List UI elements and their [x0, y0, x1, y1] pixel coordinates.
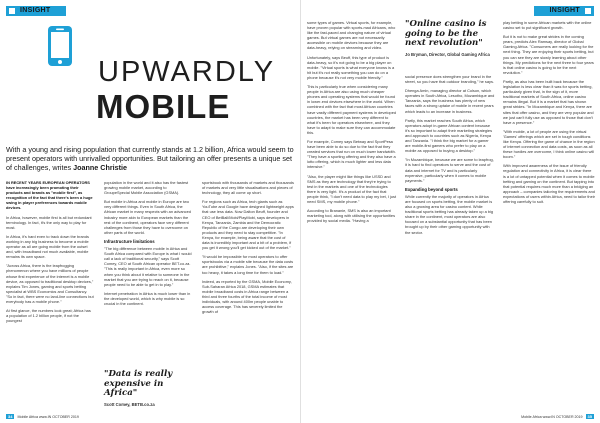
pull-quote-attribution: Scott Comey, BETB.co.za — [104, 401, 155, 407]
body-paragraph: At first glance, the numbers look great; Africa has a population of 1.2 billion people, if not the youngest — [6, 308, 91, 324]
headline-line-1: UPWARDLY — [98, 56, 276, 88]
right-page — [300, 0, 600, 423]
section-tab-label: INSIGHT — [549, 7, 580, 14]
page-number: 34 — [8, 414, 13, 419]
body-paragraph: Unfortunately, says Beuff, this type of product is data-heavy, so it's not going to be a big player on mobile. "Virtual sports is what everyone knows is a hit but it's not really something you can do on a phone because it's not very mobile friendly." — [307, 54, 395, 80]
body-paragraph: some types of games. Virtual sports, for example, have proven popular with sports-mad Africans, who like the fast-paced and changing nature of virtual games. But virtual games are not necessarily accessible on mobile devices because they are data-heavy, relying on streaming and video. — [307, 20, 396, 51]
standfirst-text: With a young and rising population that currently stands at 1.2 billion, Africa would seem to present operators with unrivalled opportunities. But tailoring an offer presents a unique set of challenges, writes — [6, 145, 294, 172]
mobile-phone-icon — [36, 22, 84, 70]
body-paragraph: "It would be impossible for most operators to offer sportsbooks via a mobile site because the data costs are prohibitive," explains Jones. "Also, if the sites are too heavy, it takes a long time for them to load." — [202, 254, 294, 275]
body-paragraph: Internet penetration in Africa is much lower than in the developed world, which is why mobile is so crucial in the continent. — [104, 290, 191, 306]
right-column-2 — [405, 74, 495, 239]
body-paragraph: For example, Comey says Betway and SportPesa have been able to do so due to the fact that they created services that run on much lower bandwidth. "They have a sporting offering and they also have a lotto offering, which is much lighter and less data intensive." — [307, 138, 396, 170]
body-paragraph: For regions such as Africa, tech giants such as YouTube and Google have designed lightweight apps that use less data. Now Dalton Beuff, founder and CEO of BetBall/Mobi/PlayMobi, says developers in Kenya, Tanzania, Zambia and the Democratic Republic of the Congo are developing their own products and they need to stay competitive. "In Kenya, for example, being aware that the cost of data is incredibly important and a bit of a problem, if you get it wrong you'll get kicked out of the market." — [202, 199, 294, 251]
body-paragraph: Partly, this market reaches South Africa, which operators adopt in-game African content because it's so important to adapt their marketing strategies and approach to countries such as Nigeria, Kenya and Tanzania. "I think the big market for a gamer are mobile-first gamers who prefer to play on a mobile as opposed to buying a desktop." — [405, 117, 493, 154]
left-column-3 — [202, 180, 294, 318]
headline-line-2: MOBILE — [96, 88, 231, 125]
body-paragraph: play betting in some African markets with the online casino set to put significant growth. — [503, 20, 592, 31]
body-paragraph: Dhenga Amin, managing director at Colson, which operates in South Africa, Lesotho, Mozambique and Tanzania, says the business has plenty of new faces with a strong uptake of mobile in recent years which leads to an increase in business. — [405, 88, 495, 114]
footer-text: Mobile Africa www.IN OCTOBER 2019 — [17, 414, 79, 419]
body-paragraph: In Africa, it's hard even to track down the brands working in any big business to become a mobile operator as all are going mobile from the outset and, with broadband not much available, mobile remains its own space. — [6, 233, 89, 260]
section-tab-square — [9, 8, 15, 14]
pull-quote-left — [104, 370, 194, 407]
subheading-expanding: Expanding beyond sports — [405, 186, 458, 192]
body-paragraph: Partly, as also has been built back because the legislation is less clear than it was for sports betting, particularly given that, in the sign of it, more traditional markets of South Africa, online casino remains illegal. But it is a market that has shown great strides. "In Mozambique and Kenya, there are sites that offer casino, and they are very popular and we just can't fully use as opposed to those that don't have a presence." — [503, 78, 594, 125]
body-paragraph: sportsbook with thousands of markets and thousands of markets and very little visualisations and pieces of technology, they all come up short. — [202, 180, 294, 196]
pull-quote-text: "Online casino is going to be the next revolution" — [405, 19, 487, 49]
left-column-1 — [6, 180, 94, 327]
body-paragraph: According to Brananie, SMS is also an important marketing tool, along with utilising the opportunities provided by social media. "Having a — [307, 208, 396, 224]
page-footer-left — [6, 414, 79, 419]
body-paragraph: With improved awareness of the issue of friendly regulation and connectivity in Africa, it is clear there is a lot of untapped potential when it comes to mobile betting and gaming on the continent. But tapping into that potential requires much more than a bridging an approach – companies tailoring the requirements and expectations of users within Africa, need to tailor their offering carefully to suit. — [503, 163, 595, 204]
section-tab-label: INSIGHT — [20, 7, 51, 14]
body-paragraph: In Africa, however, mobile first is all but redundant terminology. In fact, it's the only way to play for most. — [6, 214, 92, 230]
standfirst-author: Joanne Christie — [73, 163, 128, 172]
body-paragraph: social presence does strengthen your brand in the street, so you have that outdoor branding," he says. — [405, 74, 494, 85]
pull-quote-text: "Data is really expensive in Africa" — [104, 369, 173, 399]
left-column-2 — [104, 180, 192, 310]
page-footer-right — [521, 414, 594, 419]
body-paragraph: "In Mozambique, because we are some to leapfrog, it is hard to find operators to serve and the cost of data and internet for TV and is particularly expensive, particularly when it comes to mobile payments." — [405, 157, 494, 183]
page-number: 35 — [587, 414, 592, 419]
right-column-1 — [307, 20, 397, 227]
body-paragraph: This is particularly true when considering many people in Africa are also using much cheaper phones and operating systems that would be found in lower-end devices elsewhere in the world. When combined with the fact that most African countries have vastly different payment systems in developed countries, the market has been very different to what it's been for operators elsewhere, and they have to adapt to make sure they can accommodate this. — [307, 84, 397, 135]
pull-quote-attribution: Jo Bryman, Director, Global Gaming Africa — [405, 51, 490, 57]
pull-quote-right — [405, 20, 497, 57]
body-paragraph: "The big difference between mobile in Africa and South Africa compared with Europe is what I would call a lack of traditional security," says Scott Comey, CEO at South African operator BET.co.za. "This is really important in Africa, even more so when you think about it relative to someone in the market that you are trying to reach on it, because people need to be able to get in to play." — [104, 246, 192, 287]
body-paragraph: "Also, the player might like things like USSD and SMS as they are technology that they're trying to test in the markets and one of the technologies there is very light. It's a product of the fact that people think, "I don't need data to play my bet, I just need SMS, my mobile phone." — [307, 173, 397, 204]
body-paragraph: population in the world and it also has the fastest growing mobile market, according to GroupeSpecial Mobile Association (GSMA). — [104, 180, 189, 196]
footer-text: Mobile Africa www.IN OCTOBER 2019 — [521, 414, 583, 419]
body-paragraph: Indeed, as reported by the GSMA, Mobile Economy, Sub-Saharan Africa 2018, GSMA estimates that mobile broadband costs in Africa range between a third and three fourths of the total income of most individuals, with around 400m people unable to access coverage. This has severely limited the growth of — [202, 278, 292, 315]
section-tab-square — [585, 8, 591, 14]
subheading-infrastructure: Infrastructure limitations — [104, 238, 155, 244]
right-column-3 — [503, 20, 595, 208]
body-paragraph: While currently the majority of operators in Africa are focused on sports betting, the mobile market is also a growing area for casino content. While traditional sports betting has already taken up a big share in the continent, most operators are also focused on a substantial opportunity that has been brought up by their other gaming opportunity with the sector. — [405, 193, 494, 235]
lead-paragraph: IN RECENT YEARS EUROPEAN OPERATORS have increasingly been promoting their products and brands as "mobile first", as recognition of the fact that there's been a huge swing in player preferences towards mobile devices. — [6, 180, 93, 211]
body-paragraph: "With mobile, a lot of people are using the virtual 'Games' offerings which are set in tough conditions like Kenya. Offering the game of chance in the region of internet connection and data costs, as soon as all these hurdles are overcome, I think online casino will boom." — [503, 128, 595, 160]
body-paragraph: But it is not to make great strides in the coming years, predicts Alex Ramsay, director of Global Gaming Africa. "Consumers are really looking for the next thing. They are enjoying their sports betting, but you can see they are slowly learning about other things. My predictions for the next three to four years is that online casino is going to be the next revolution." — [503, 34, 594, 75]
standfirst — [6, 145, 296, 172]
body-paragraph: "Across Africa, there is the leapfrogging phenomenon where you have millions of people whose first experience of the internet is a mobile device, as opposed to traditional desktop devices," explains Tim Jones, gaming and sports betting specialist at WBS Economics and Consultancy. "So in fact, there were no land-line connections but everybody has a mobile phone." — [6, 263, 94, 304]
body-paragraph: But mobile in Africa and mobile in Europe are two very different things. Even in South Africa, the African market in many respects with an advanced industry more akin to European markets than the rest of the continent, operators face very different challenges from those they have to overcome on other parts of the world. — [104, 199, 191, 235]
